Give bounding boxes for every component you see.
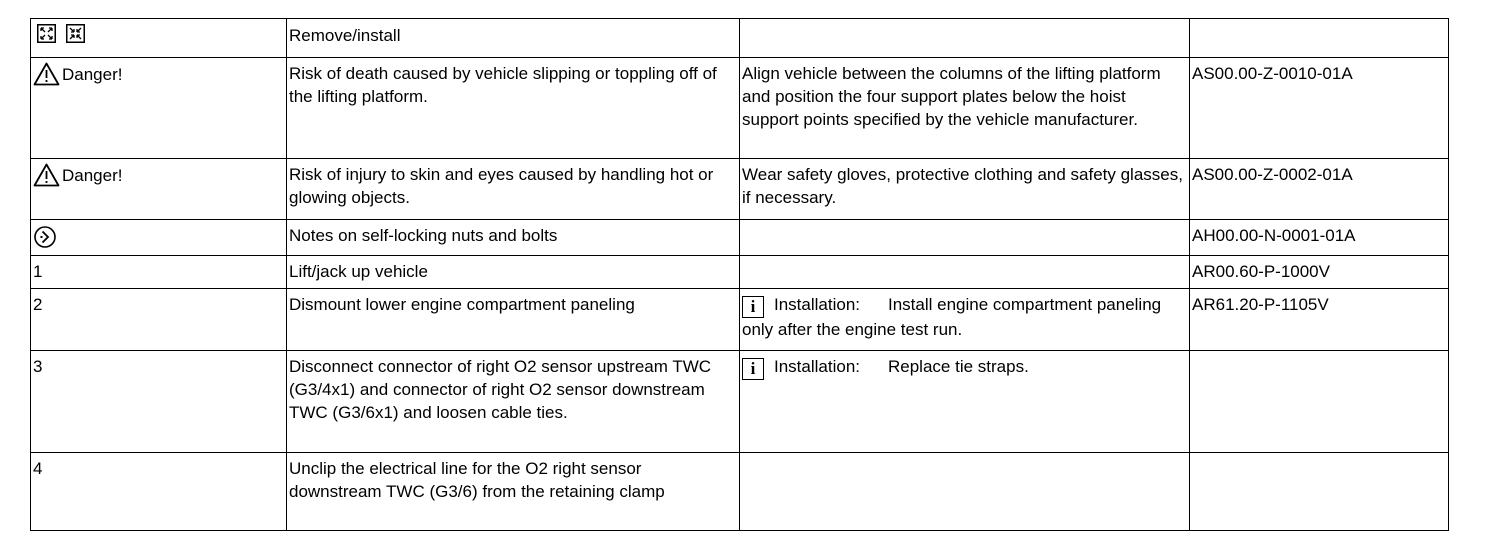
step-number-cell: 1	[31, 256, 287, 289]
note-cell: Align vehicle between the columns of the lifting platform and position the four support plates below the hoist support points specified by the vehicle manufacturer.	[740, 58, 1190, 159]
note-cell	[740, 256, 1190, 289]
reference-cell: AH00.00-N-0001-01A	[1190, 220, 1449, 256]
install-tool-icon	[66, 24, 85, 43]
step-cell: Unclip the electrical line for the O2 right sensor downstream TWC (G3/6) from the retaining clamp	[287, 453, 740, 531]
installation-label: Installation:	[774, 357, 860, 376]
danger-cell	[31, 159, 287, 220]
remove-tool-icon	[37, 24, 56, 43]
table-row	[31, 220, 1449, 256]
warning-triangle-icon	[33, 163, 60, 187]
note-cell	[740, 289, 1190, 351]
note-icon-cell	[31, 220, 287, 256]
installation-label: Installation:	[774, 295, 860, 314]
table-row	[31, 453, 1449, 531]
warning-triangle-icon	[33, 62, 60, 86]
installation-text: Install engine compartment paneling only after the engine test run.	[742, 295, 1162, 339]
step-number-cell: 4	[31, 453, 287, 531]
note-cell: Wear safety gloves, protective clothing and safety glasses, if necessary.	[740, 159, 1190, 220]
step-number-cell: 2	[31, 289, 287, 351]
note-circle-icon	[33, 225, 57, 249]
table-row	[31, 58, 1449, 159]
table-row	[31, 19, 1449, 58]
reference-cell	[1190, 453, 1449, 531]
danger-cell	[31, 58, 287, 159]
step-cell: Remove/install	[287, 19, 740, 58]
procedure-table	[30, 18, 1449, 531]
step-cell: Risk of death caused by vehicle slipping or toppling off of the lifting platform.	[287, 58, 740, 159]
step-cell: Risk of injury to skin and eyes caused by handling hot or glowing objects.	[287, 159, 740, 220]
installation-text: Replace tie straps.	[888, 357, 1029, 376]
reference-cell: AR00.60-P-1000V	[1190, 256, 1449, 289]
table-row	[31, 289, 1449, 351]
reference-cell	[1190, 351, 1449, 453]
row-icon-cell	[31, 19, 287, 58]
note-cell	[740, 351, 1190, 453]
note-cell	[740, 453, 1190, 531]
step-cell: Disconnect connector of right O2 sensor upstream TWC (G3/4x1) and connector of right O2 sensor downstream TWC (G3/6x1) and loosen cable ties.	[287, 351, 740, 453]
step-cell: Lift/jack up vehicle	[287, 256, 740, 289]
step-cell: Notes on self-locking nuts and bolts	[287, 220, 740, 256]
note-cell	[740, 19, 1190, 58]
step-cell: Dismount lower engine compartment paneling	[287, 289, 740, 351]
table-row	[31, 256, 1449, 289]
info-icon: i	[742, 358, 764, 380]
reference-cell: AR61.20-P-1105V	[1190, 289, 1449, 351]
reference-cell	[1190, 19, 1449, 58]
table-row	[31, 351, 1449, 453]
step-number-cell: 3	[31, 351, 287, 453]
info-icon: i	[742, 296, 764, 318]
reference-cell: AS00.00-Z-0010-01A	[1190, 58, 1449, 159]
danger-label: Danger!	[62, 165, 123, 185]
note-cell	[740, 220, 1190, 256]
danger-label: Danger!	[62, 64, 123, 84]
reference-cell: AS00.00-Z-0002-01A	[1190, 159, 1449, 220]
table-row	[31, 159, 1449, 220]
